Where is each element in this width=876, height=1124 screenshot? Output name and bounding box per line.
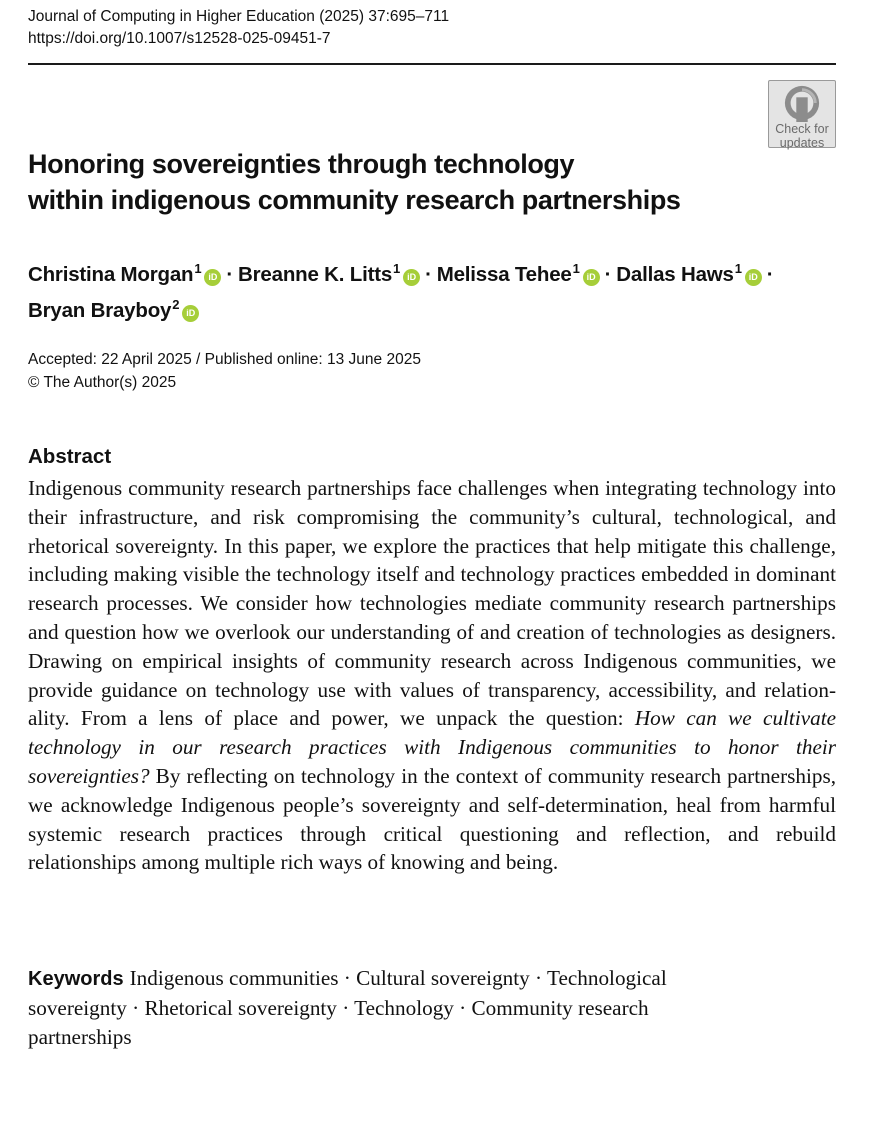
author-name: Dallas Haws [616, 263, 734, 286]
orcid-icon[interactable]: iD [583, 269, 600, 286]
author-name: Melissa Tehee [436, 263, 572, 286]
author-separator: · [766, 263, 774, 286]
abstract-text-end: By reflecting on technology in the context of community research partnerships, we acknowledge Indigenous people’s sovereignty and self-determination, heal from harmful systemic research practices through critical questioning and reflection, and rebuild relationships among multiple rich ways of knowing and being. [28, 763, 836, 875]
author-affiliation: 1 [734, 261, 742, 276]
journal-citation: Journal of Computing in Higher Education (2025) 37:695–711 [28, 8, 450, 25]
orcid-icon[interactable]: iD [745, 269, 762, 286]
author-affiliation: 1 [194, 261, 202, 276]
doi-link[interactable]: https://doi.org/10.1007/s12528-025-09451-7 [28, 30, 331, 47]
article-title [28, 146, 728, 218]
abstract-heading: Abstract [28, 445, 112, 468]
author-affiliation: 1 [572, 261, 580, 276]
author-separator: · [604, 263, 612, 286]
author-affiliation: 2 [172, 297, 180, 312]
keywords-section [28, 964, 738, 1052]
author-name: Christina Morgan [28, 263, 194, 286]
title-line-2: within indigenous community research partnerships [28, 185, 681, 215]
author-separator: · [425, 263, 432, 286]
header-divider [28, 63, 836, 65]
author-separator: · [226, 263, 234, 286]
abstract-body [28, 474, 836, 877]
author-list [28, 254, 836, 326]
abstract-question: How can we cultivate technology in our research practices with Indigenous communities to honor their sovereignties? [28, 706, 836, 788]
check-for-updates-label-2: updates [779, 135, 825, 150]
copyright-notice: © The Author(s) 2025 [28, 374, 177, 391]
abstract-text: Indigenous community research partnerships face challenges when integrating technology into their infrastructure, and risk compromising the community’s cultural, technological, and rhetorical sovereignty. In this paper, we explore the practices that help mitigate this challenge, including making visible the technology itself and technology practices embedded in dominant research processes. We consider how technologies mediate community research partnerships and question how we overlook our understanding of and creation of technologies as designers. Drawing on empirical insights of community research across Indigenous communities, we provide guidance on technology use with values of transparency, accessibility, and relationality. From a lens of place and power, we unpack the question: [28, 476, 836, 731]
author [616, 263, 761, 286]
author-affiliation: 1 [393, 261, 401, 276]
keywords-label: Keywords [28, 968, 124, 990]
author-name: Bryan Brayboy [28, 299, 172, 322]
check-for-updates-label-1: Check for [775, 122, 829, 136]
orcid-icon[interactable]: iD [403, 269, 420, 286]
journal-header [28, 6, 449, 50]
orcid-icon[interactable]: iD [204, 269, 221, 286]
author [238, 263, 420, 286]
author [28, 299, 199, 322]
author [28, 263, 221, 286]
publication-dates [28, 348, 421, 394]
keywords-list: Indigenous communities · Cultural sovereignty · Technological sovereignty · Rhetorical sovereignty · Technology · Community research partnerships [28, 966, 667, 1049]
check-for-updates-button[interactable] [768, 80, 836, 148]
accepted-published-dates: Accepted: 22 April 2025 / Published online: 13 June 2025 [28, 351, 421, 368]
author [437, 263, 600, 286]
author-name: Breanne K. Litts [238, 263, 393, 286]
orcid-icon[interactable]: iD [182, 305, 199, 322]
title-line-1: Honoring sovereignties through technology [28, 149, 575, 179]
check-for-updates-icon [783, 84, 821, 122]
